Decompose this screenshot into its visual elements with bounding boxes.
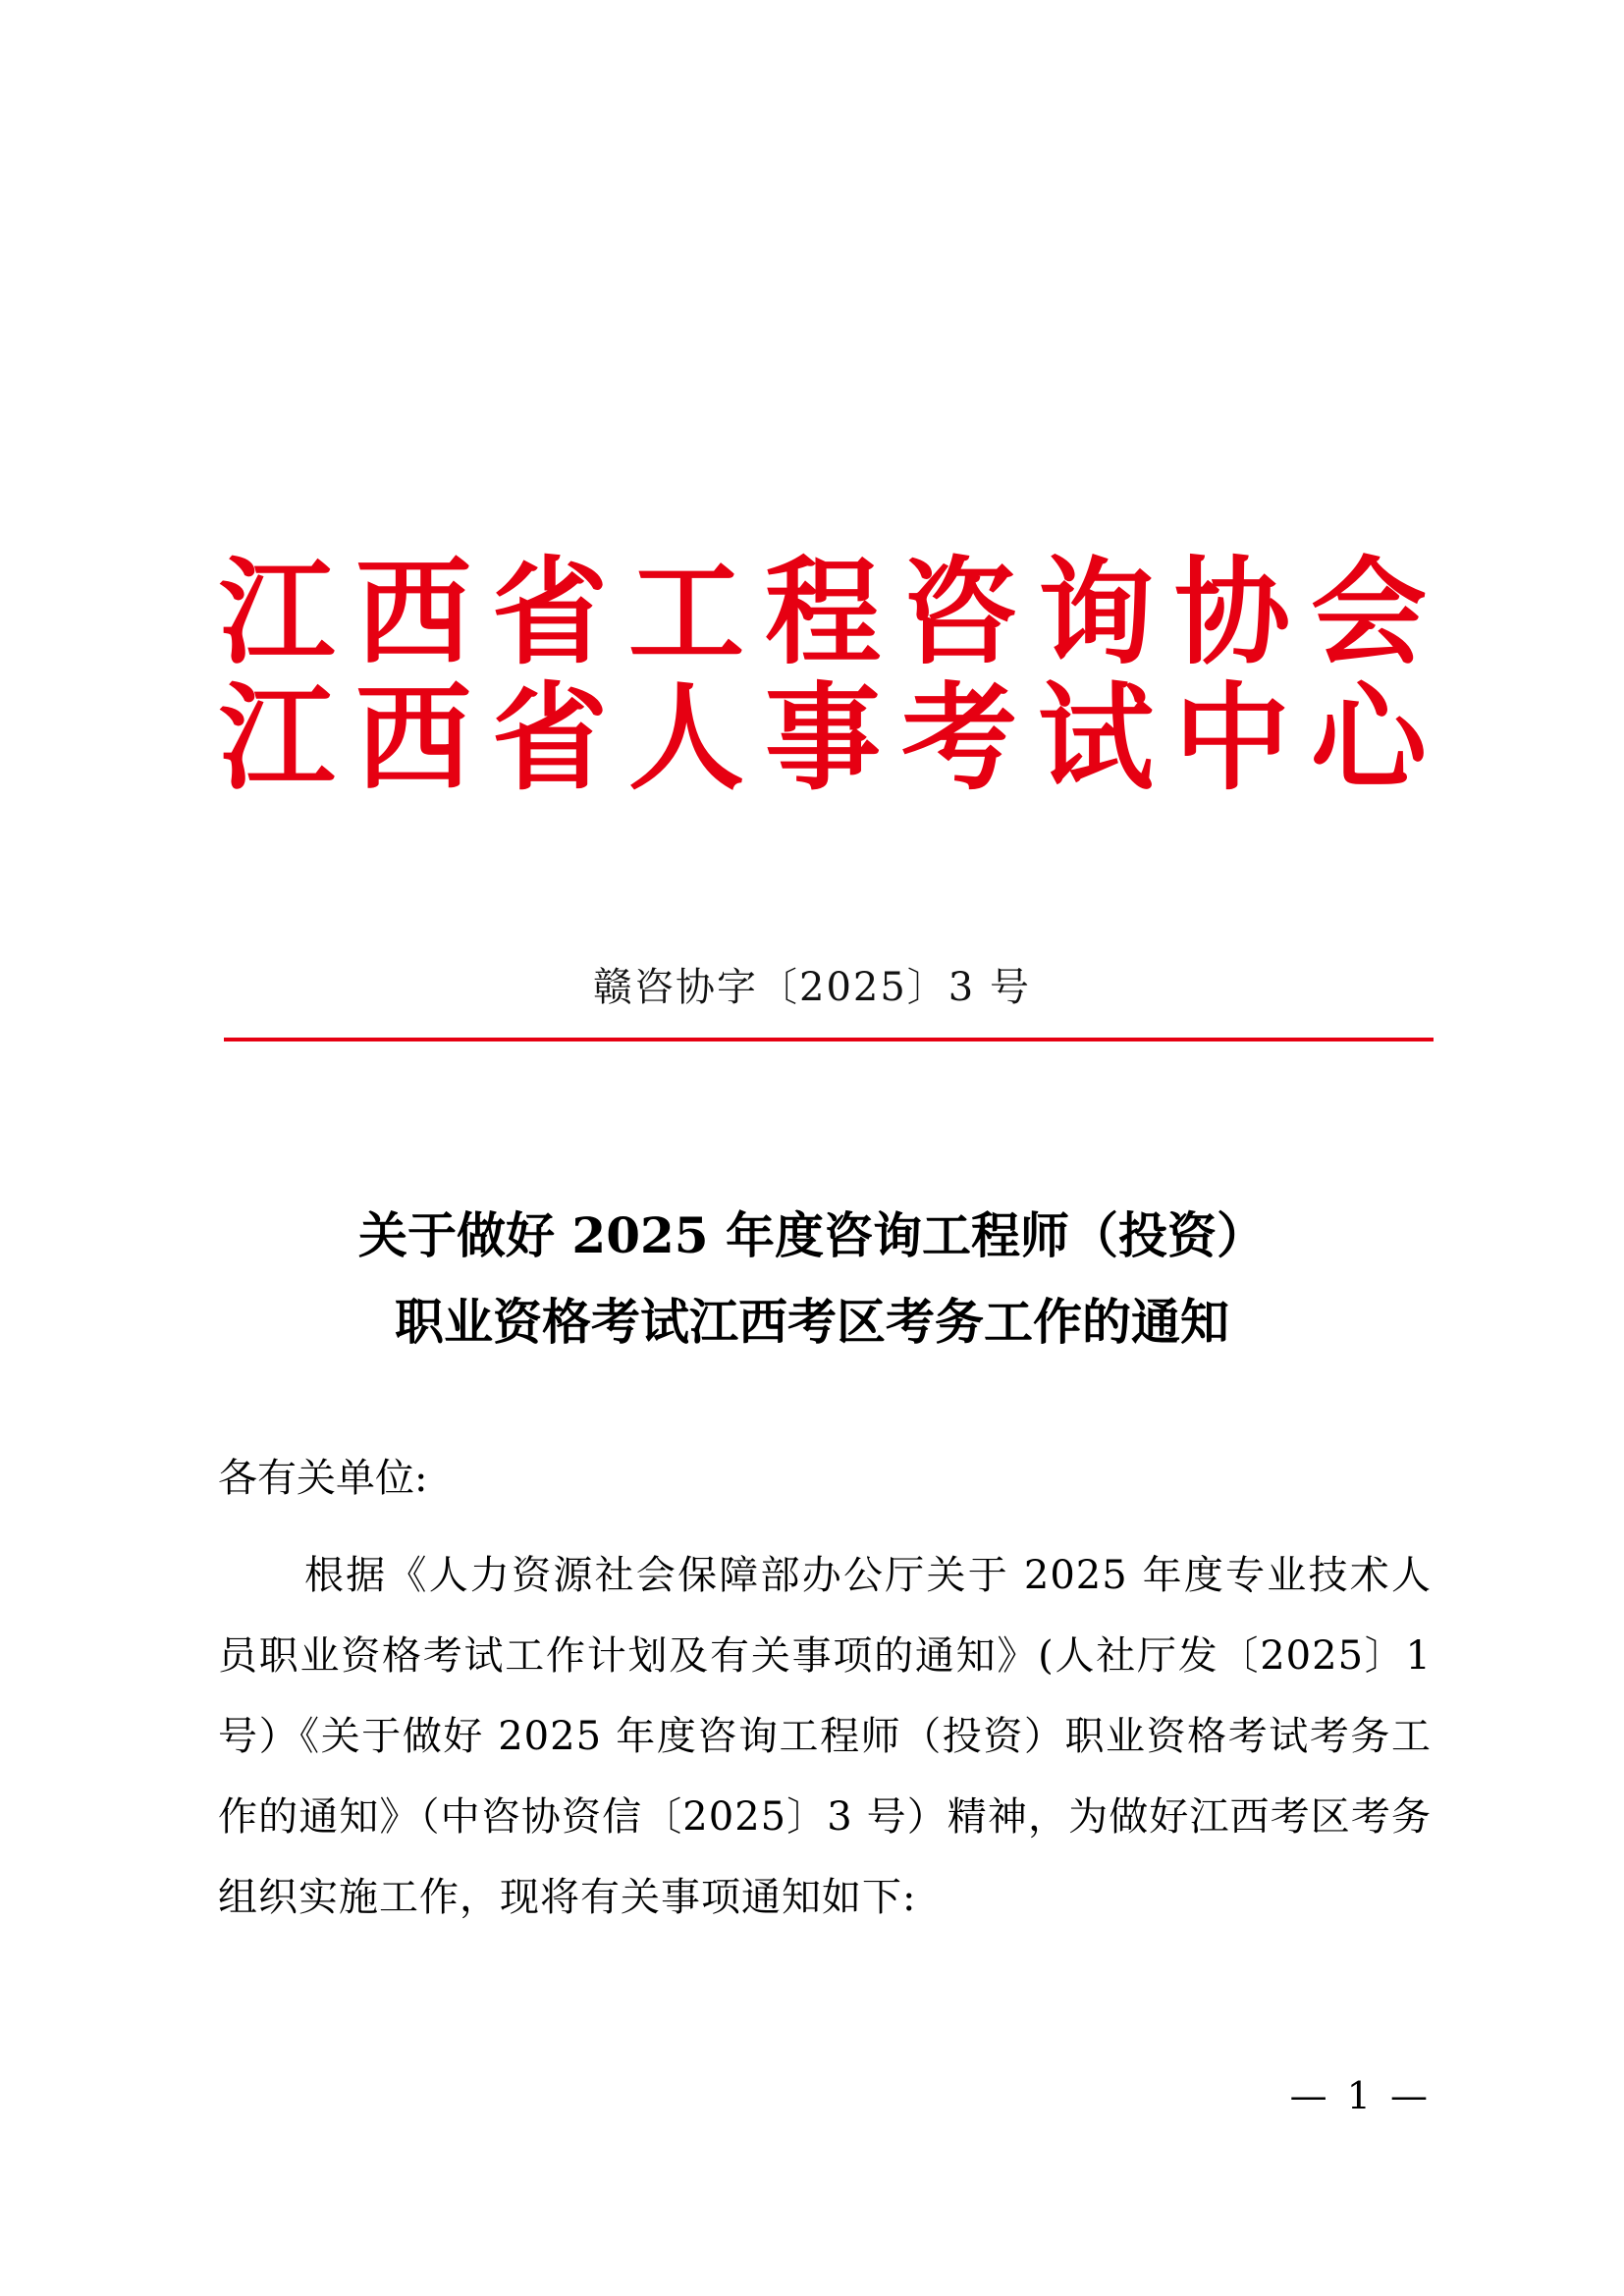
issuer-char: 程 <box>764 545 881 680</box>
issuer-char: 省 <box>491 670 608 806</box>
issuer-char: 西 <box>354 670 471 806</box>
header-divider <box>224 1038 1434 1041</box>
issuer-char: 中 <box>1173 670 1290 806</box>
issuer-char: 西 <box>354 545 471 680</box>
issuer-char: 询 <box>1037 545 1154 680</box>
issuer-char: 工 <box>627 545 744 680</box>
issuer-char: 省 <box>491 545 608 680</box>
issuer-char: 江 <box>218 670 335 806</box>
title-line-2: 职业资格考试江西考区考务工作的通知 <box>395 1293 1229 1351</box>
issuer-char: 协 <box>1173 545 1290 680</box>
issuer-char: 考 <box>900 670 1017 806</box>
issuer-line-exam-center <box>214 670 1432 806</box>
issuer-line-association <box>214 545 1432 680</box>
issuer-char: 人 <box>627 670 744 806</box>
issuer-char: 会 <box>1310 545 1427 680</box>
issuer-header <box>214 545 1432 806</box>
issuer-char: 心 <box>1310 670 1427 806</box>
document-number: 赣咨协字〔2025〕3 号 <box>593 965 1031 1010</box>
page-number: — 1 — <box>1289 2074 1432 2117</box>
issuer-char: 事 <box>764 670 881 806</box>
issuer-char: 咨 <box>900 545 1017 680</box>
salutation: 各有关单位: <box>218 1456 428 1501</box>
body-paragraph: 根据《人力资源社会保障部办公厅关于 2025 年度专业技术人员职业资格考试工作计划及有关事项的通知》(人社厅发〔2025〕1 号）《关于做好 2025 年度咨询工程师（投资）职业资格考试考务工作的通知》（中咨协资信〔2025〕3 号）精神，为做好江西考区考务组织实施工作，现将有关事项通知如下: <box>218 1553 1432 1920</box>
issuer-char: 试 <box>1037 670 1154 806</box>
document-title <box>0 1193 1624 1365</box>
title-line-1: 关于做好 2025 年度咨询工程师（投资） <box>358 1206 1266 1264</box>
issuer-char: 江 <box>218 545 335 680</box>
